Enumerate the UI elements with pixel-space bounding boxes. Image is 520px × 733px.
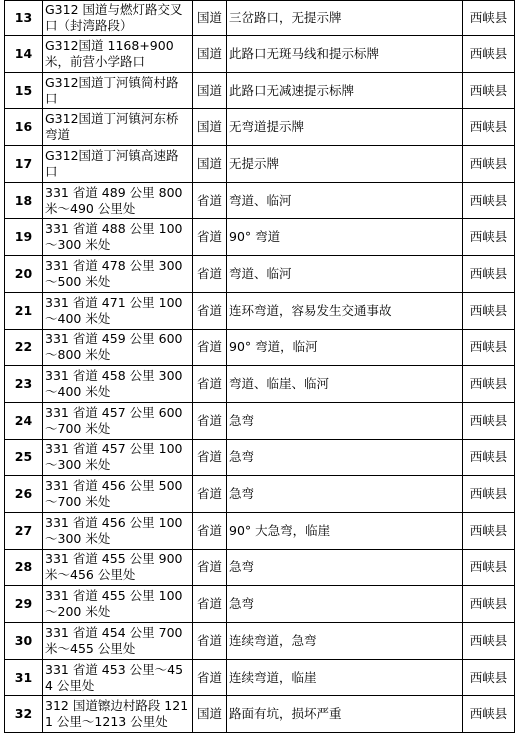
location-cell: 331 省道 478 公里 300～500 米处: [43, 256, 193, 293]
location-cell: G312国道 1168+900米，前营小学路口: [43, 36, 193, 73]
location-cell: 331 省道 455 公里 900 米～456 公里处: [43, 549, 193, 586]
hazard-cell: 90° 弯道: [227, 219, 463, 256]
road-type-cell: 省道: [193, 366, 227, 403]
county-cell: 西峡县: [463, 109, 515, 146]
hazard-cell: 急弯: [227, 439, 463, 476]
hazard-cell: 无弯道提示牌: [227, 109, 463, 146]
row-number: 15: [5, 72, 43, 109]
table-row: [5, 366, 515, 403]
row-number: 18: [5, 182, 43, 219]
road-type-cell: 国道: [193, 72, 227, 109]
road-type-cell: 国道: [193, 146, 227, 183]
hazard-cell: 90° 大急弯，临崖: [227, 512, 463, 549]
hazard-cell: 90° 弯道，临河: [227, 329, 463, 366]
road-type-cell: 省道: [193, 659, 227, 696]
location-cell: G312国道丁河镇高速路口: [43, 146, 193, 183]
row-number: 21: [5, 292, 43, 329]
hazard-cell: 连续弯道，临崖: [227, 659, 463, 696]
hazard-table: [4, 0, 515, 733]
location-cell: G312国道丁河镇河东桥弯道: [43, 109, 193, 146]
road-type-cell: 国道: [193, 36, 227, 73]
row-number: 25: [5, 439, 43, 476]
row-number: 32: [5, 696, 43, 733]
table-row: [5, 146, 515, 183]
row-number: 28: [5, 549, 43, 586]
road-type-cell: 省道: [193, 219, 227, 256]
road-type-cell: 省道: [193, 623, 227, 660]
county-cell: 西峡县: [463, 476, 515, 513]
location-cell: 331 省道 454 公里 700 米～455 公里处: [43, 623, 193, 660]
table-row: [5, 659, 515, 696]
county-cell: 西峡县: [463, 36, 515, 73]
county-cell: 西峡县: [463, 219, 515, 256]
location-cell: 331 省道 489 公里 800 米～490 公里处: [43, 182, 193, 219]
row-number: 24: [5, 402, 43, 439]
row-number: 23: [5, 366, 43, 403]
table-row: [5, 109, 515, 146]
location-cell: 331 省道 456 公里 100～300 米处: [43, 512, 193, 549]
hazard-cell: 连续弯道，急弯: [227, 623, 463, 660]
location-cell: 331 省道 459 公里 600～800 米处: [43, 329, 193, 366]
row-number: 13: [5, 1, 43, 36]
row-number: 22: [5, 329, 43, 366]
table-row: [5, 476, 515, 513]
row-number: 17: [5, 146, 43, 183]
road-type-cell: 国道: [193, 1, 227, 36]
road-type-cell: 国道: [193, 109, 227, 146]
hazard-cell: 急弯: [227, 476, 463, 513]
location-cell: 331 省道 457 公里 100～300 米处: [43, 439, 193, 476]
county-cell: 西峡县: [463, 512, 515, 549]
row-number: 14: [5, 36, 43, 73]
location-cell: 331 省道 455 公里 100～200 米处: [43, 586, 193, 623]
county-cell: 西峡县: [463, 402, 515, 439]
table-row: [5, 512, 515, 549]
road-type-cell: 省道: [193, 439, 227, 476]
road-type-cell: 省道: [193, 402, 227, 439]
county-cell: 西峡县: [463, 182, 515, 219]
table-row: [5, 1, 515, 36]
location-cell: 331 省道 471 公里 100～400 米处: [43, 292, 193, 329]
hazard-cell: 急弯: [227, 586, 463, 623]
table-row: [5, 292, 515, 329]
table-body: [5, 1, 515, 733]
hazard-cell: 弯道、临河: [227, 182, 463, 219]
county-cell: 西峡县: [463, 549, 515, 586]
row-number: 31: [5, 659, 43, 696]
road-type-cell: 省道: [193, 512, 227, 549]
county-cell: 西峡县: [463, 72, 515, 109]
county-cell: 西峡县: [463, 256, 515, 293]
table-row: [5, 329, 515, 366]
road-type-cell: 省道: [193, 329, 227, 366]
road-type-cell: 省道: [193, 549, 227, 586]
county-cell: 西峡县: [463, 366, 515, 403]
row-number: 26: [5, 476, 43, 513]
row-number: 27: [5, 512, 43, 549]
table-row: [5, 439, 515, 476]
county-cell: 西峡县: [463, 439, 515, 476]
hazard-cell: 无提示牌: [227, 146, 463, 183]
table-row: [5, 182, 515, 219]
table-row: [5, 549, 515, 586]
hazard-cell: 三岔路口，无提示牌: [227, 1, 463, 36]
hazard-cell: 急弯: [227, 402, 463, 439]
hazard-cell: 此路口无减速提示标牌: [227, 72, 463, 109]
table-row: [5, 36, 515, 73]
county-cell: 西峡县: [463, 329, 515, 366]
road-type-cell: 省道: [193, 256, 227, 293]
hazard-cell: 弯道、临河: [227, 256, 463, 293]
hazard-cell: 此路口无斑马线和提示标牌: [227, 36, 463, 73]
road-type-cell: 省道: [193, 292, 227, 329]
county-cell: 西峡县: [463, 586, 515, 623]
location-cell: 331 省道 453 公里～454 公里处: [43, 659, 193, 696]
road-type-cell: 省道: [193, 476, 227, 513]
table-row: [5, 696, 515, 733]
county-cell: 西峡县: [463, 696, 515, 733]
county-cell: 西峡县: [463, 146, 515, 183]
county-cell: 西峡县: [463, 623, 515, 660]
road-type-cell: 国道: [193, 696, 227, 733]
hazard-cell: 连环弯道，容易发生交通事故: [227, 292, 463, 329]
table-row: [5, 586, 515, 623]
location-cell: G312国道丁河镇简村路口: [43, 72, 193, 109]
table-row: [5, 72, 515, 109]
row-number: 20: [5, 256, 43, 293]
hazard-cell: 急弯: [227, 549, 463, 586]
county-cell: 西峡县: [463, 659, 515, 696]
location-cell: G312 国道与燃灯路交叉口（封湾路段）: [43, 1, 193, 36]
county-cell: 西峡县: [463, 292, 515, 329]
table-row: [5, 256, 515, 293]
hazard-cell: 路面有坑，损坏严重: [227, 696, 463, 733]
row-number: 29: [5, 586, 43, 623]
table-row: [5, 623, 515, 660]
location-cell: 331 省道 488 公里 100～300 米处: [43, 219, 193, 256]
row-number: 19: [5, 219, 43, 256]
location-cell: 331 省道 456 公里 500～700 米处: [43, 476, 193, 513]
county-cell: 西峡县: [463, 1, 515, 36]
row-number: 16: [5, 109, 43, 146]
road-type-cell: 省道: [193, 182, 227, 219]
location-cell: 331 省道 458 公里 300～400 米处: [43, 366, 193, 403]
table-row: [5, 219, 515, 256]
table-row: [5, 402, 515, 439]
location-cell: 331 省道 457 公里 600～700 米处: [43, 402, 193, 439]
location-cell: 312 国道镲边村路段 1211 公里～1213 公里处: [43, 696, 193, 733]
row-number: 30: [5, 623, 43, 660]
hazard-cell: 弯道、临崖、临河: [227, 366, 463, 403]
road-type-cell: 省道: [193, 586, 227, 623]
